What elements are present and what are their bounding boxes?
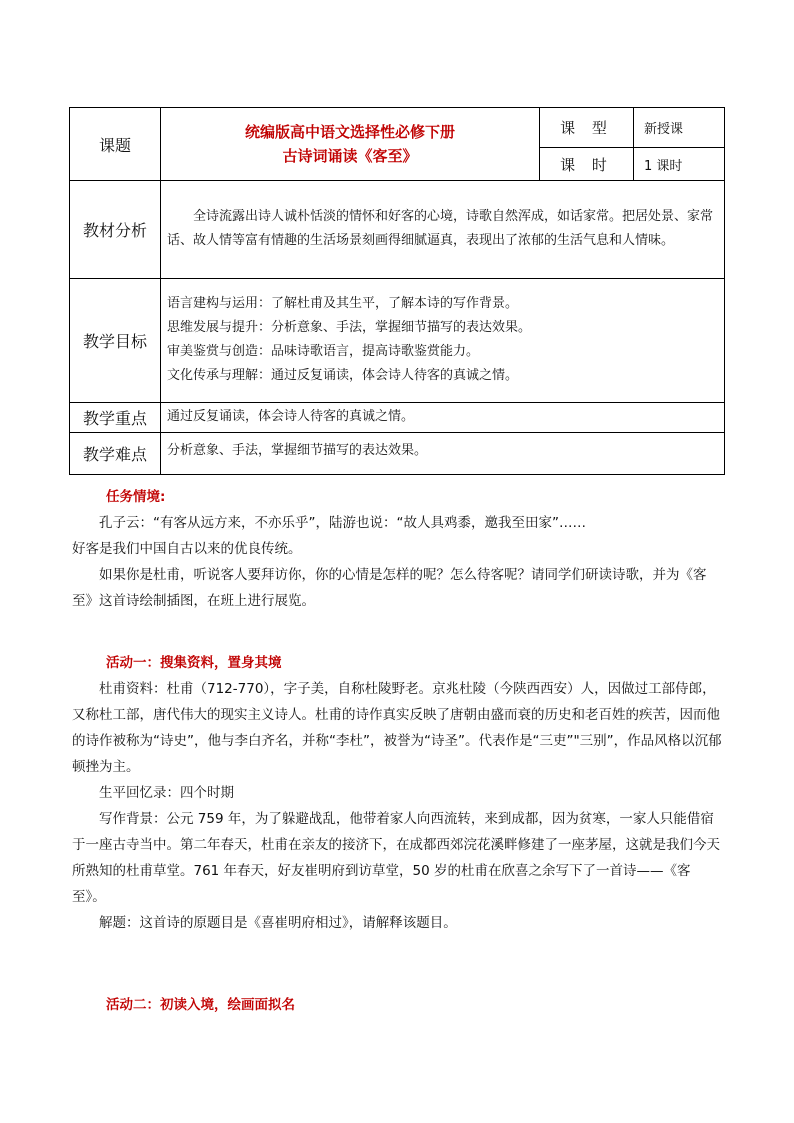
lesson-title [161,108,540,181]
hours-label: 课 时 [540,148,634,181]
key-point-label: 教学重点 [70,403,161,433]
activity1-title-question: 解题：这首诗的原题目是《喜崔明府相过》，请解释该题目。 [99,915,457,931]
goal-item: 语言建构与运用：了解杜甫及其生平，了解本诗的写作背景。 [167,296,519,311]
activity2-section [72,992,722,1018]
task-section [72,484,722,614]
table-row [70,108,725,148]
activity1-life-periods: 生平回忆录：四个时期 [99,785,234,801]
goals-label: 教学目标 [70,279,161,403]
type-value: 新授课 [634,108,725,148]
analysis-text: 全诗流露出诗人诚朴恬淡的情怀和好客的心境，诗歌自然浑成，如话家常。把居处景、家常话、故人情等富有情趣的生活场景刻画得细腻逼真，表现出了浓郁的生活气息和人情味。 [161,181,725,279]
lesson-title-line2: 古诗词诵读《客至》 [282,147,418,165]
analysis-label: 教材分析 [70,181,161,279]
goal-item: 思维发展与提升：分析意象、手法，掌握细节描写的表达效果。 [167,320,532,335]
activity1-heading: 活动一：搜集资料，置身其境 [106,655,282,671]
activity1-author-info: 杜甫资料：杜甫（712-770），字子美，自称杜陵野老。京兆杜陵（今陕西西安）人，因做过工部侍郎，又称杜工部，唐代伟大的现实主义诗人。杜甫的诗作真实反映了唐朝由盛而衰的历史和老百姓的疾苦，因而他的诗作被称为“诗史”，他与李白齐名，并称“李杜”，被誉为“诗圣”。代表作是“三吏”"三别”，作品风格以沉郁顿挫为主。 [72,681,722,775]
lesson-title-line1: 统编版高中语文选择性必修下册 [244,123,455,141]
difficulty-text: 分析意象、手法，掌握细节描写的表达效果。 [161,433,725,475]
table-row [70,433,725,475]
lesson-plan-table [69,107,725,475]
goal-item: 审美鉴赏与创造：品味诗歌语言，提高诗歌鉴赏能力。 [167,344,480,359]
difficulty-label: 教学难点 [70,433,161,475]
key-point-text: 通过反复诵读，体会诗人待客的真诚之情。 [161,403,725,433]
hours-value: 1 课时 [634,148,725,181]
table-row [70,279,725,403]
type-label: 课 型 [540,108,634,148]
table-row [70,403,725,433]
subject-label: 课题 [70,108,161,181]
task-paragraph-1: 孔子云：“有客从远方来，不亦乐乎”，陆游也说：“故人具鸡黍，邀我至田家”…… [99,515,586,531]
task-paragraph-1-cont: 好客是我们中国自古以来的优良传统。 [72,541,302,557]
table-row [70,181,725,279]
activity2-heading: 活动二：初读入境，绘画面拟名 [106,997,295,1013]
activity1-section [72,650,722,936]
activity1-background: 写作背景：公元 759 年，为了躲避战乱，他带着家人向西流转，来到成都，因为贫寒，一家人只能借宿于一座古寺当中。第二年春天，杜甫在亲友的接济下，在成都西郊浣花溪畔修建了一座茅屋，这就是我们今天所熟知的杜甫草堂。761 年春天，好友崔明府到访草堂，50 岁的杜甫在欣喜之余写下了一首诗——《客至》。 [72,811,720,905]
goals-list [161,279,725,403]
task-paragraph-2: 如果你是杜甫，听说客人要拜访你，你的心情是怎样的呢？怎么待客呢？请同学们研读诗歌，并为《客至》这首诗绘制插图，在班上进行展览。 [72,567,707,609]
goal-item: 文化传承与理解：通过反复诵读，体会诗人待客的真诚之情。 [167,368,519,383]
task-heading: 任务情境: [106,489,166,505]
